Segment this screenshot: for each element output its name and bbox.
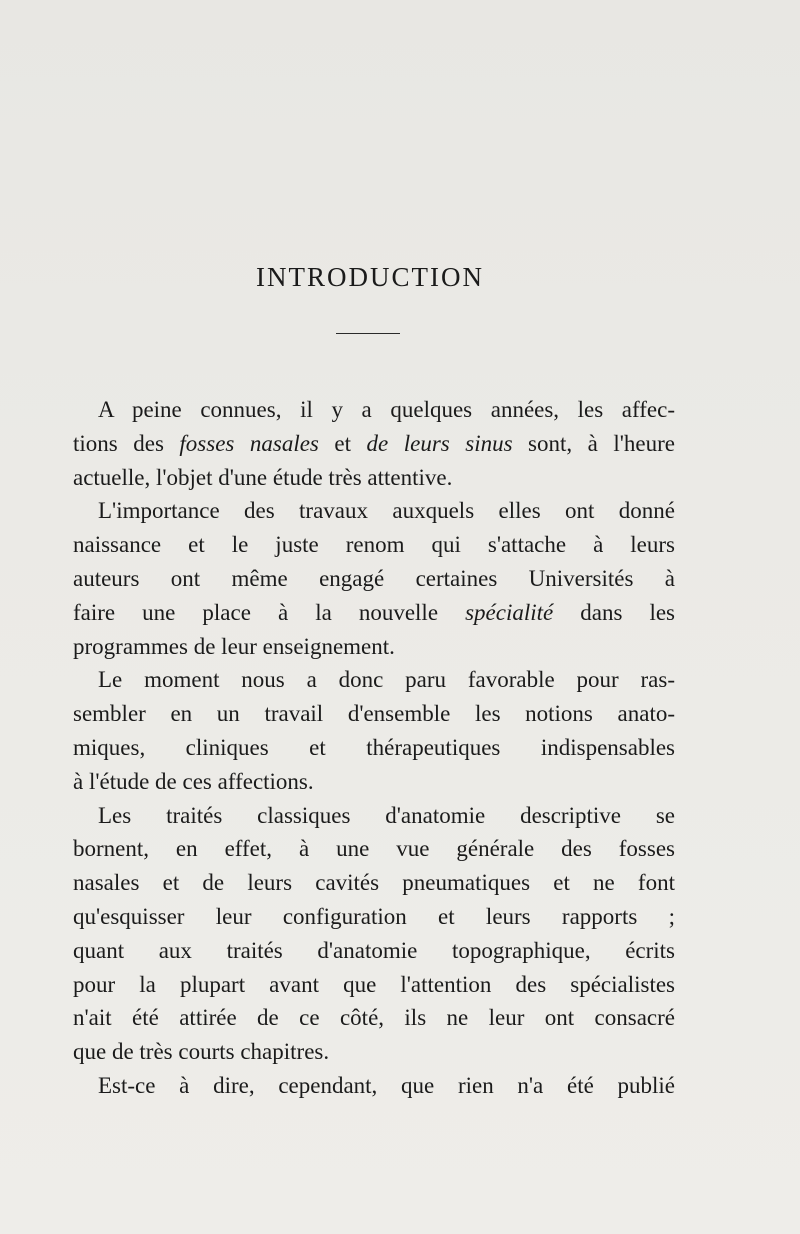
- text-line: programmes de leur enseignement.: [73, 633, 395, 659]
- text-line: bornent, en effet, à une vue générale des fosses: [73, 836, 675, 862]
- text-line: Est-ce à dire, cependant, que rien n'a été publié: [98, 1072, 675, 1098]
- text-line: nasales et de leurs cavités pneumatiques et ne font: [73, 870, 675, 896]
- body-text: [73, 393, 675, 1103]
- text-line: Les traités classiques d'anatomie descriptive se: [98, 802, 675, 828]
- text-line: tions des fosses nasales et de leurs sinus sont, à l'heure: [73, 430, 675, 456]
- text-line: qu'esquisser leur configuration et leurs rapports ;: [73, 903, 675, 929]
- text-line: A peine connues, il y a quelques années, les affec-: [98, 397, 675, 422]
- text-line: que de très courts chapitres.: [73, 1039, 330, 1065]
- heading-rule: [336, 333, 400, 334]
- text-line: auteurs ont même engagé certaines Universités à: [73, 565, 675, 591]
- text-line: pour la plupart avant que l'attention des spécialistes: [73, 971, 675, 997]
- text-line: sembler en un travail d'ensemble les notions anato-: [73, 701, 675, 727]
- text-line: à l'étude de ces affections.: [73, 768, 314, 794]
- text-line: faire une place à la nouvelle spécialité dans les: [73, 599, 675, 625]
- text-line: miques, cliniques et thérapeutiques indispensables: [73, 734, 675, 760]
- text-line: actuelle, l'objet d'une étude très attentive.: [73, 464, 453, 490]
- italic-term: spécialité: [465, 599, 554, 625]
- text-line: n'ait été attirée de ce côté, ils ne leur ont consacré: [73, 1005, 675, 1031]
- text-line: L'importance des travaux auxquels elles ont donné: [98, 498, 675, 524]
- italic-term: fosses nasales: [179, 430, 319, 456]
- text-line: naissance et le juste renom qui s'attache à leurs: [73, 532, 675, 558]
- text-line: quant aux traités d'anatomie topographique, écrits: [73, 937, 675, 963]
- italic-term: de leurs sinus: [366, 430, 513, 456]
- text-line: Le moment nous a donc paru favorable pour ras-: [98, 667, 675, 693]
- chapter-heading: INTRODUCTION: [256, 262, 484, 292]
